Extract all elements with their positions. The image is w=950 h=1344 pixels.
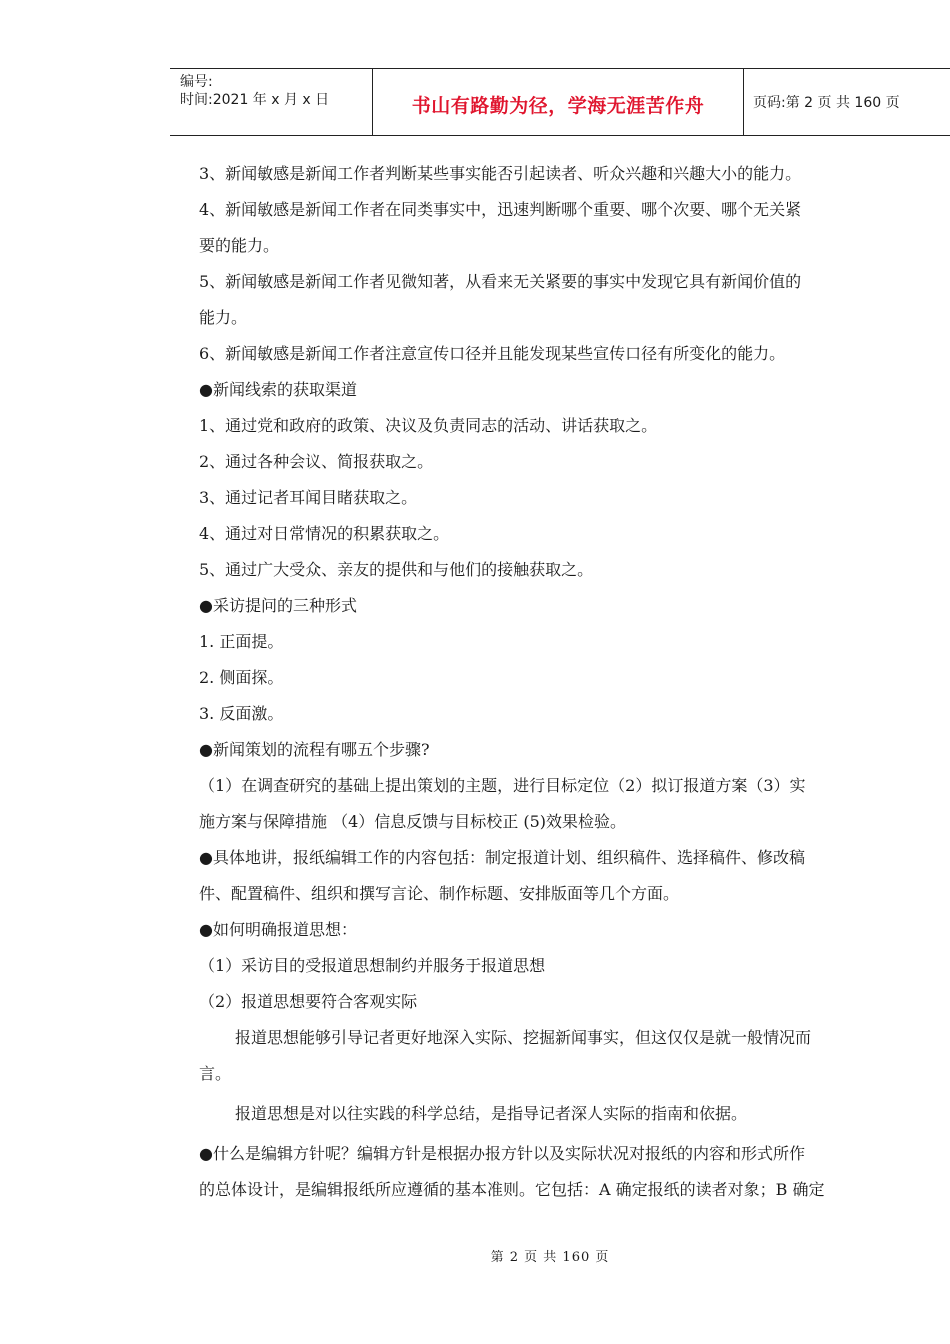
list-item: 2. 侧面探。 <box>199 668 284 687</box>
text-line: 件、配置稿件、组织和撰写言论、制作标题、安排版面等几个方面。 <box>199 884 680 903</box>
text-line: 报道思想能够引导记者更好地深入实际、挖掘新闻事实，但这仅仅是就一般情况而 <box>235 1028 812 1047</box>
list-item: （2）报道思想要符合客观实际 <box>199 992 418 1011</box>
header-page-cell <box>744 69 950 135</box>
list-item: （1）采访目的受报道思想制约并服务于报道思想 <box>199 956 546 975</box>
section-heading: ●新闻策划的流程有哪五个步骤? <box>199 740 430 759</box>
list-item: 2、通过各种会议、简报获取之。 <box>199 452 434 471</box>
text-line: 5、新闻敏感是新闻工作者见微知著，从看来无关紧要的事实中发现它具有新闻价值的 <box>199 272 802 291</box>
page-footer <box>0 1246 950 1265</box>
footer-page-number: 第 2 页 共 160 页 <box>490 1250 610 1265</box>
list-item: 3、通过记者耳闻目睹获取之。 <box>199 488 418 507</box>
document-time-label: 时间:2021 年 x 月 x 日 <box>180 92 330 108</box>
list-item: 5、通过广大受众、亲友的提供和与他们的接触获取之。 <box>199 560 594 579</box>
text-line: ●具体地讲，报纸编辑工作的内容包括：制定报道计划、组织稿件、选择稿件、修改稿 <box>199 848 805 867</box>
text-line: 3、新闻敏感是新闻工作者判断某些事实能否引起读者、听众兴趣和兴趣大小的能力。 <box>199 164 802 183</box>
text-line: 言。 <box>199 1064 232 1083</box>
page-header <box>170 68 950 136</box>
text-line: 要的能力。 <box>199 236 280 255</box>
list-item: 3. 反面激。 <box>199 704 284 723</box>
section-heading: ●采访提问的三种形式 <box>199 596 357 615</box>
text-line: 4、新闻敏感是新闻工作者在同类事实中，迅速判断哪个重要、哪个次要、哪个无关紧 <box>199 200 802 219</box>
list-item: 1. 正面提。 <box>199 632 284 651</box>
text-line: 6、新闻敏感是新闻工作者注意宣传口径并且能发现某些宣传口径有所变化的能力。 <box>199 344 786 363</box>
header-meta-cell <box>170 69 372 135</box>
header-page-label: 页码:第 2 页 共 160 页 <box>753 95 900 111</box>
section-heading: ●如何明确报道思想： <box>199 920 357 939</box>
document-number-label: 编号: <box>180 74 213 90</box>
header-motto: 书山有路勤为径，学海无涯苦作舟 <box>411 94 705 117</box>
list-item: 1、通过党和政府的政策、决议及负责同志的活动、讲话获取之。 <box>199 416 658 435</box>
text-line: 报道思想是对以往实践的科学总结，是指导记者深人实际的指南和依据。 <box>235 1104 748 1123</box>
document-body <box>199 156 936 1208</box>
text-line: 的总体设计，是编辑报纸所应遵循的基本准则。它包括：A 确定报纸的读者对象；B 确定 <box>199 1180 825 1199</box>
list-item: 4、通过对日常情况的积累获取之。 <box>199 524 450 543</box>
text-line: 施方案与保障措施 （4）信息反馈与目标校正 (5)效果检验。 <box>199 812 627 831</box>
text-line: （1）在调查研究的基础上提出策划的主题，进行目标定位（2）拟订报道方案（3）实 <box>199 776 806 795</box>
section-heading: ●新闻线索的获取渠道 <box>199 380 357 399</box>
header-motto-cell <box>372 69 744 135</box>
text-line: 能力。 <box>199 308 248 327</box>
text-line: ●什么是编辑方针呢？编辑方针是根据办报方针以及实际状况对报纸的内容和形式所作 <box>199 1144 805 1163</box>
